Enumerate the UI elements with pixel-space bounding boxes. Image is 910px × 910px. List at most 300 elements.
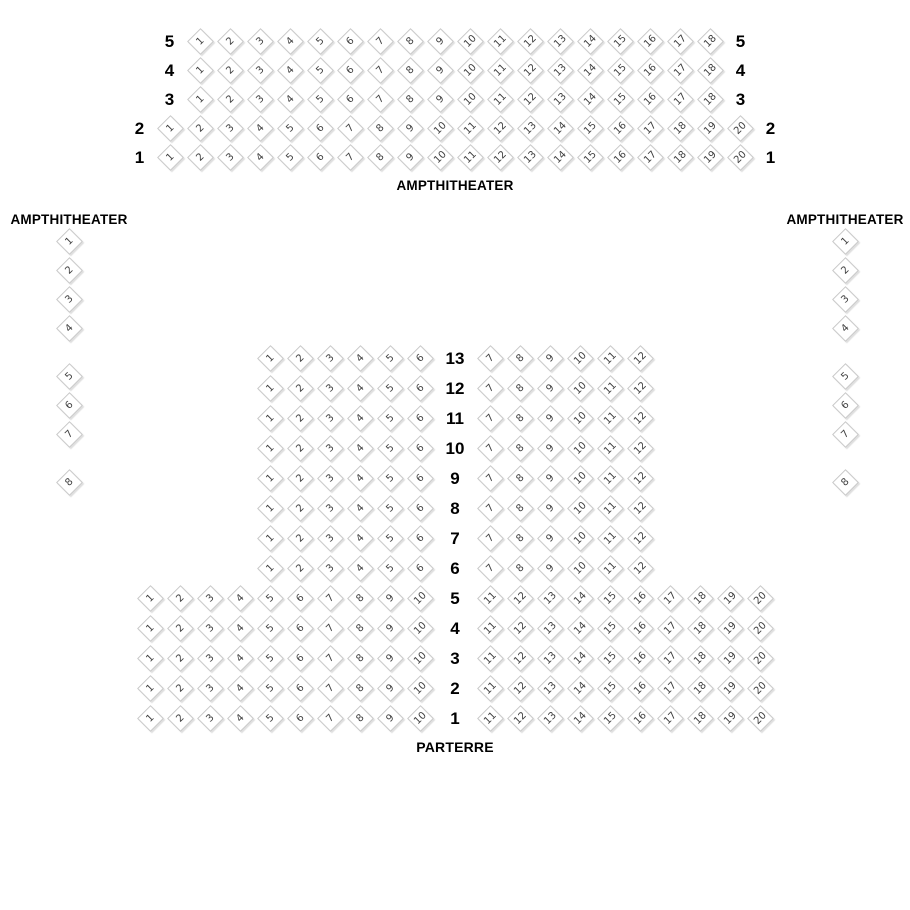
seat[interactable] [137, 615, 164, 642]
seat[interactable] [517, 57, 544, 84]
seat[interactable] [347, 615, 374, 642]
seat[interactable] [607, 115, 634, 142]
seat[interactable] [187, 57, 214, 84]
seat[interactable] [317, 345, 344, 372]
seat[interactable] [507, 525, 534, 552]
seat[interactable] [697, 28, 724, 55]
seat[interactable] [137, 585, 164, 612]
seat[interactable] [427, 115, 454, 142]
seat[interactable] [747, 585, 774, 612]
seat[interactable] [407, 705, 434, 732]
seat[interactable] [287, 435, 314, 462]
seat[interactable] [517, 86, 544, 113]
seat[interactable] [627, 345, 654, 372]
seat[interactable] [227, 615, 254, 642]
seat[interactable] [407, 345, 434, 372]
seat[interactable] [427, 28, 454, 55]
seat[interactable] [397, 86, 424, 113]
seat[interactable] [307, 144, 334, 171]
seat[interactable] [257, 465, 284, 492]
seat[interactable] [597, 675, 624, 702]
seat[interactable] [257, 645, 284, 672]
seat[interactable] [627, 375, 654, 402]
seat[interactable] [667, 57, 694, 84]
seat[interactable] [487, 57, 514, 84]
seat[interactable] [477, 585, 504, 612]
seat[interactable] [487, 144, 514, 171]
seat[interactable] [547, 57, 574, 84]
seat[interactable] [337, 115, 364, 142]
seat[interactable] [317, 525, 344, 552]
seat[interactable] [537, 435, 564, 462]
seat[interactable] [167, 675, 194, 702]
seat[interactable] [567, 585, 594, 612]
seat-diamond [747, 675, 774, 702]
seat[interactable] [457, 86, 484, 113]
seat[interactable] [377, 465, 404, 492]
seat[interactable] [637, 57, 664, 84]
seat[interactable] [697, 144, 724, 171]
seat[interactable] [167, 645, 194, 672]
seat[interactable] [657, 615, 684, 642]
seat[interactable] [347, 375, 374, 402]
seat[interactable] [727, 115, 754, 142]
seat[interactable] [627, 465, 654, 492]
seat[interactable] [667, 28, 694, 55]
seat[interactable] [217, 86, 244, 113]
seat[interactable] [197, 705, 224, 732]
seat[interactable] [377, 405, 404, 432]
seat[interactable] [687, 585, 714, 612]
seat[interactable] [567, 375, 594, 402]
seat[interactable] [397, 144, 424, 171]
seat[interactable] [477, 435, 504, 462]
seat[interactable] [377, 705, 404, 732]
seat[interactable] [377, 585, 404, 612]
seat[interactable] [337, 57, 364, 84]
seat[interactable] [287, 405, 314, 432]
seat[interactable] [317, 645, 344, 672]
seat[interactable] [507, 585, 534, 612]
seat[interactable] [567, 675, 594, 702]
seat[interactable] [577, 57, 604, 84]
seat[interactable] [597, 645, 624, 672]
seat[interactable] [257, 705, 284, 732]
seat[interactable] [457, 115, 484, 142]
seat[interactable] [507, 555, 534, 582]
seat[interactable] [347, 345, 374, 372]
seat[interactable] [627, 525, 654, 552]
seat[interactable] [407, 555, 434, 582]
seat[interactable] [597, 615, 624, 642]
seat[interactable] [627, 495, 654, 522]
seat[interactable] [197, 675, 224, 702]
seat[interactable] [277, 115, 304, 142]
seat[interactable] [477, 705, 504, 732]
seat[interactable] [167, 615, 194, 642]
seat[interactable] [597, 705, 624, 732]
seat[interactable] [747, 675, 774, 702]
seat[interactable] [227, 675, 254, 702]
seat[interactable] [547, 144, 574, 171]
seat[interactable] [747, 705, 774, 732]
seat[interactable] [347, 435, 374, 462]
seat[interactable] [567, 465, 594, 492]
seat[interactable] [377, 375, 404, 402]
seat[interactable] [347, 675, 374, 702]
seat[interactable] [377, 525, 404, 552]
seat[interactable] [247, 115, 274, 142]
seat[interactable] [347, 645, 374, 672]
seat[interactable] [217, 28, 244, 55]
seat[interactable] [567, 435, 594, 462]
seat[interactable] [317, 375, 344, 402]
seat[interactable] [377, 555, 404, 582]
seat[interactable] [56, 257, 83, 284]
seat[interactable] [597, 465, 624, 492]
seat[interactable] [367, 115, 394, 142]
seat[interactable] [597, 435, 624, 462]
seat[interactable] [717, 645, 744, 672]
seat[interactable] [477, 495, 504, 522]
seat[interactable] [657, 705, 684, 732]
seat[interactable] [367, 144, 394, 171]
seat[interactable] [317, 495, 344, 522]
seat[interactable] [56, 315, 83, 342]
seat[interactable] [607, 28, 634, 55]
seat[interactable] [257, 435, 284, 462]
seat[interactable] [687, 675, 714, 702]
seat[interactable] [717, 585, 744, 612]
seat[interactable] [567, 555, 594, 582]
seat[interactable] [537, 375, 564, 402]
seat[interactable] [567, 345, 594, 372]
seat[interactable] [317, 675, 344, 702]
seat[interactable] [407, 465, 434, 492]
seat[interactable] [137, 705, 164, 732]
seat[interactable] [657, 645, 684, 672]
seat[interactable] [537, 345, 564, 372]
seat[interactable] [347, 495, 374, 522]
seat[interactable] [407, 615, 434, 642]
seat[interactable] [537, 645, 564, 672]
seat[interactable] [727, 144, 754, 171]
seat[interactable] [407, 525, 434, 552]
seat[interactable] [277, 57, 304, 84]
seat[interactable] [377, 435, 404, 462]
seat[interactable] [367, 57, 394, 84]
seat[interactable] [487, 115, 514, 142]
seat[interactable] [537, 465, 564, 492]
seat[interactable] [407, 375, 434, 402]
seat[interactable] [377, 615, 404, 642]
seat[interactable] [517, 28, 544, 55]
seat[interactable] [347, 525, 374, 552]
seat[interactable] [747, 645, 774, 672]
seat[interactable] [277, 144, 304, 171]
seat[interactable] [187, 115, 214, 142]
seat[interactable] [547, 86, 574, 113]
seat[interactable] [397, 28, 424, 55]
seat[interactable] [567, 525, 594, 552]
seat[interactable] [317, 705, 344, 732]
seat[interactable] [832, 286, 859, 313]
seat[interactable] [187, 144, 214, 171]
seat[interactable] [277, 86, 304, 113]
seat[interactable] [377, 345, 404, 372]
seat[interactable] [627, 615, 654, 642]
seat[interactable] [347, 555, 374, 582]
seat[interactable] [287, 465, 314, 492]
seat[interactable] [627, 705, 654, 732]
seat[interactable] [337, 86, 364, 113]
seat[interactable] [287, 525, 314, 552]
seat[interactable] [507, 645, 534, 672]
seat[interactable] [697, 86, 724, 113]
seat[interactable] [257, 555, 284, 582]
seat[interactable] [347, 405, 374, 432]
seat[interactable] [477, 465, 504, 492]
seat[interactable] [257, 675, 284, 702]
seat[interactable] [457, 144, 484, 171]
seat[interactable] [567, 405, 594, 432]
seat[interactable] [507, 465, 534, 492]
seat[interactable] [477, 345, 504, 372]
seat[interactable] [507, 495, 534, 522]
seat[interactable] [477, 375, 504, 402]
seat[interactable] [477, 405, 504, 432]
seat[interactable] [567, 615, 594, 642]
seat[interactable] [227, 585, 254, 612]
seat[interactable] [577, 86, 604, 113]
seat[interactable] [687, 645, 714, 672]
seat[interactable] [637, 115, 664, 142]
seat[interactable] [537, 495, 564, 522]
seat[interactable] [457, 57, 484, 84]
seat[interactable] [667, 115, 694, 142]
seat[interactable] [56, 286, 83, 313]
seat[interactable] [627, 585, 654, 612]
seat[interactable] [697, 115, 724, 142]
seat[interactable] [397, 57, 424, 84]
seat[interactable] [537, 705, 564, 732]
seat[interactable] [627, 405, 654, 432]
seat[interactable] [317, 585, 344, 612]
seat[interactable] [547, 115, 574, 142]
seat[interactable] [537, 615, 564, 642]
seat[interactable] [717, 675, 744, 702]
seat[interactable] [247, 144, 274, 171]
seat[interactable] [247, 86, 274, 113]
seat[interactable] [307, 28, 334, 55]
seat[interactable] [307, 86, 334, 113]
seat[interactable] [607, 144, 634, 171]
seat[interactable] [407, 645, 434, 672]
seat[interactable] [187, 28, 214, 55]
seat[interactable] [257, 405, 284, 432]
seat[interactable] [217, 115, 244, 142]
seat[interactable] [317, 615, 344, 642]
seat[interactable] [637, 28, 664, 55]
seat[interactable] [287, 705, 314, 732]
seat[interactable] [287, 675, 314, 702]
seat[interactable] [507, 435, 534, 462]
seat[interactable] [537, 525, 564, 552]
seat[interactable] [487, 86, 514, 113]
seat[interactable] [137, 645, 164, 672]
seat[interactable] [537, 555, 564, 582]
seat[interactable] [217, 57, 244, 84]
seat[interactable] [577, 144, 604, 171]
seat-number: 14 [581, 90, 599, 108]
seat[interactable] [627, 645, 654, 672]
seat[interactable] [407, 675, 434, 702]
seat[interactable] [287, 495, 314, 522]
seat[interactable] [427, 144, 454, 171]
seat[interactable] [307, 115, 334, 142]
seat[interactable] [507, 615, 534, 642]
seat[interactable] [747, 615, 774, 642]
seat[interactable] [287, 345, 314, 372]
seat[interactable] [567, 705, 594, 732]
seat[interactable] [287, 555, 314, 582]
seat[interactable] [157, 115, 184, 142]
seat[interactable] [397, 115, 424, 142]
seat[interactable] [347, 705, 374, 732]
seat[interactable] [167, 585, 194, 612]
seat[interactable] [697, 57, 724, 84]
seat[interactable] [187, 86, 214, 113]
seat[interactable] [197, 615, 224, 642]
seat[interactable] [407, 495, 434, 522]
seat[interactable] [56, 228, 83, 255]
seat[interactable] [477, 555, 504, 582]
seat[interactable] [367, 86, 394, 113]
seat[interactable] [717, 705, 744, 732]
seat[interactable] [597, 345, 624, 372]
seat[interactable] [627, 555, 654, 582]
seat[interactable] [287, 615, 314, 642]
seat[interactable] [597, 525, 624, 552]
seat[interactable] [832, 257, 859, 284]
seat[interactable] [507, 705, 534, 732]
seat[interactable] [377, 675, 404, 702]
seat[interactable] [377, 645, 404, 672]
seat[interactable] [832, 228, 859, 255]
seat[interactable] [477, 525, 504, 552]
seat[interactable] [307, 57, 334, 84]
seat[interactable] [597, 375, 624, 402]
seat[interactable] [407, 585, 434, 612]
seat[interactable] [517, 115, 544, 142]
seat[interactable] [317, 465, 344, 492]
seat[interactable] [517, 144, 544, 171]
seat[interactable] [247, 28, 274, 55]
seat[interactable] [657, 585, 684, 612]
seat[interactable] [577, 115, 604, 142]
seat[interactable] [287, 585, 314, 612]
seat[interactable] [637, 144, 664, 171]
seat[interactable] [507, 675, 534, 702]
seat[interactable] [317, 435, 344, 462]
seat[interactable] [567, 645, 594, 672]
seat[interactable] [537, 585, 564, 612]
seat[interactable] [507, 345, 534, 372]
seat[interactable] [687, 705, 714, 732]
seat[interactable] [507, 375, 534, 402]
seat[interactable] [347, 585, 374, 612]
seat[interactable] [597, 495, 624, 522]
seat[interactable] [227, 645, 254, 672]
seat[interactable] [247, 57, 274, 84]
seat[interactable] [197, 645, 224, 672]
seat[interactable] [537, 675, 564, 702]
seat[interactable] [317, 555, 344, 582]
seat[interactable] [367, 28, 394, 55]
seat[interactable] [477, 675, 504, 702]
seat[interactable] [627, 675, 654, 702]
seat[interactable] [317, 405, 344, 432]
seat[interactable] [607, 57, 634, 84]
seat[interactable] [407, 435, 434, 462]
seat[interactable] [597, 555, 624, 582]
seat[interactable] [337, 28, 364, 55]
seat[interactable] [627, 435, 654, 462]
seat[interactable] [157, 144, 184, 171]
seat[interactable] [257, 345, 284, 372]
seat[interactable] [637, 86, 664, 113]
seat[interactable] [507, 405, 534, 432]
seat[interactable] [427, 86, 454, 113]
seat[interactable] [477, 645, 504, 672]
seat[interactable] [597, 585, 624, 612]
seat[interactable] [257, 525, 284, 552]
seat[interactable] [137, 675, 164, 702]
seat[interactable] [407, 405, 434, 432]
seat[interactable] [477, 615, 504, 642]
seat[interactable] [457, 28, 484, 55]
seat[interactable] [377, 495, 404, 522]
seat[interactable] [227, 705, 254, 732]
seat[interactable] [287, 375, 314, 402]
seat[interactable] [337, 144, 364, 171]
seat[interactable] [657, 675, 684, 702]
seat[interactable] [832, 315, 859, 342]
seat[interactable] [257, 375, 284, 402]
seat[interactable] [597, 405, 624, 432]
seat[interactable] [217, 144, 244, 171]
seat[interactable] [277, 28, 304, 55]
seat[interactable] [537, 405, 564, 432]
seat[interactable] [717, 615, 744, 642]
seat[interactable] [577, 28, 604, 55]
seat[interactable] [257, 615, 284, 642]
seat[interactable] [287, 645, 314, 672]
seat[interactable] [607, 86, 634, 113]
seat[interactable] [197, 585, 224, 612]
seat[interactable] [487, 28, 514, 55]
seat[interactable] [567, 495, 594, 522]
seat[interactable] [687, 615, 714, 642]
seat[interactable] [257, 585, 284, 612]
seat[interactable] [667, 86, 694, 113]
seat[interactable] [427, 57, 454, 84]
seat[interactable] [257, 495, 284, 522]
seat[interactable] [167, 705, 194, 732]
seat[interactable] [667, 144, 694, 171]
seat[interactable] [547, 28, 574, 55]
seat[interactable] [347, 465, 374, 492]
